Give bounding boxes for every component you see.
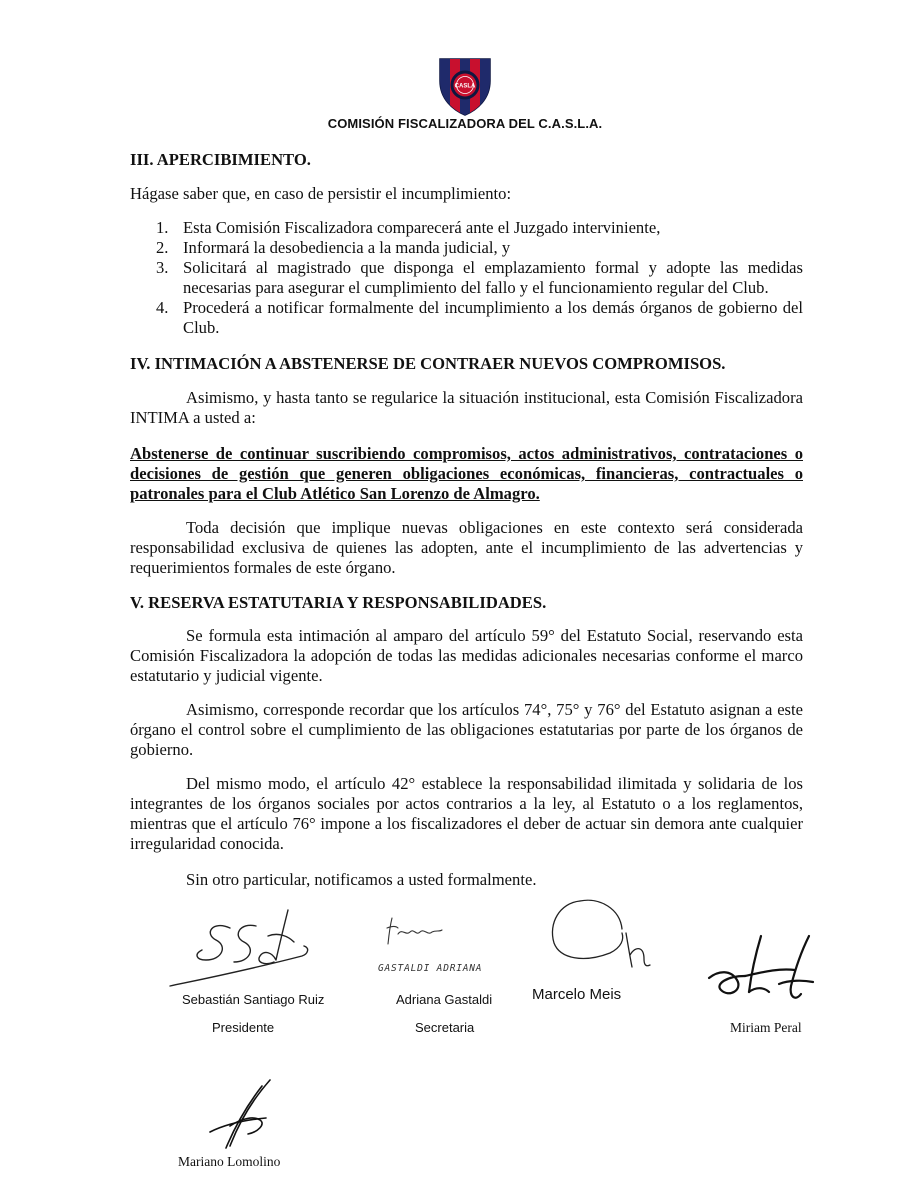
handwritten-name: GASTALDI ADRIANA — [378, 963, 483, 974]
section-3-heading: III. APERCIBIMIENTO. — [130, 150, 311, 169]
signature-name: Mariano Lomolino — [178, 1154, 281, 1169]
organization-title: COMISIÓN FISCALIZADORA DEL C.A.S.L.A. — [327, 116, 603, 131]
signature-gastaldi — [384, 914, 444, 948]
section-5-heading: V. RESERVA ESTATUTARIA Y RESPONSABILIDADES. — [130, 593, 547, 612]
section-3-intro: Hágase saber que, en caso de persistir el incumplimiento: — [130, 184, 512, 203]
signature-name: Adriana Gastaldi — [396, 992, 493, 1007]
section-4-heading: IV. INTIMACIÓN A ABSTENERSE DE CONTRAER NUEVOS COMPROMISOS. — [130, 354, 726, 373]
signature-lomolino — [200, 1076, 284, 1152]
signature-name: Sebastián Santiago Ruiz — [182, 992, 325, 1007]
signature-meis — [540, 893, 660, 973]
list-item: 1. Esta Comisión Fiscalizadora comparecerá ante el Juzgado interviniente, — [156, 218, 661, 237]
signature-role: Presidente — [212, 1020, 275, 1035]
list-item: 4. Procederá a notificar formalmente del incumplimiento a los demás órganos de gobierno del Club. — [156, 298, 803, 337]
intimation-statement: Abstenerse de continuar suscribiendo compromisos, actos administrativos, contrataciones o decisiones de gestión que generen obligaciones económicas, financieras, contractuales o patronales para el Club Atlético San Lorenzo de Almagro. — [130, 444, 803, 503]
signature-peral — [705, 930, 820, 1020]
section-4-paragraph: Toda decisión que implique nuevas obligaciones en este contexto será considerada responsabilidad exclusiva de quienes las adopten, ante el incumplimiento de las advertencias y requerimientos formales de este órgano. — [130, 518, 803, 577]
section-5-paragraph: Del mismo modo, el artículo 42° establece la responsabilidad ilimitada y solidaria de los integrantes de los órganos sociales por actos contrarios a la ley, al Estatuto o a los reglamentos, mientras que el artículo 76° impone a los fiscalizadores el deber de actuar sin demora ante cualquier irregularidad conocida. — [130, 774, 803, 853]
signature-ruiz — [168, 896, 318, 992]
club-crest-logo — [437, 57, 493, 117]
list-item: 3. Solicitará al magistrado que disponga el emplazamiento formal y adopte las medidas necesarias para asegurar el cumplimiento del fallo y el funcionamiento regular del Club. — [156, 258, 803, 297]
section-5-paragraph: Se formula esta intimación al amparo del artículo 59° del Estatuto Social, reservando esta Comisión Fiscalizadora la adopción de todas las medidas adicionales necesarias conforme el marco estatutario y judicial vigente. — [130, 626, 803, 685]
warning-list — [130, 218, 803, 338]
closing-line: Sin otro particular, notificamos a usted formalmente. — [186, 870, 537, 889]
crest-monogram: CASLA — [454, 83, 476, 90]
signature-name: Marcelo Meis — [532, 986, 622, 1003]
list-item: 2. Informará la desobediencia a la manda judicial, y — [156, 238, 511, 257]
section-5-paragraph: Asimismo, corresponde recordar que los artículos 74°, 75° y 76° del Estatuto asignan a este órgano el control sobre el cumplimiento de las obligaciones estatutarias por parte de los órganos de gobierno. — [130, 700, 803, 759]
signature-role: Secretaria — [415, 1020, 475, 1035]
section-4-paragraph: Asimismo, y hasta tanto se regularice la situación institucional, esta Comisión Fiscalizadora INTIMA a usted a: — [130, 388, 803, 427]
signature-name: Miriam Peral — [730, 1020, 802, 1035]
